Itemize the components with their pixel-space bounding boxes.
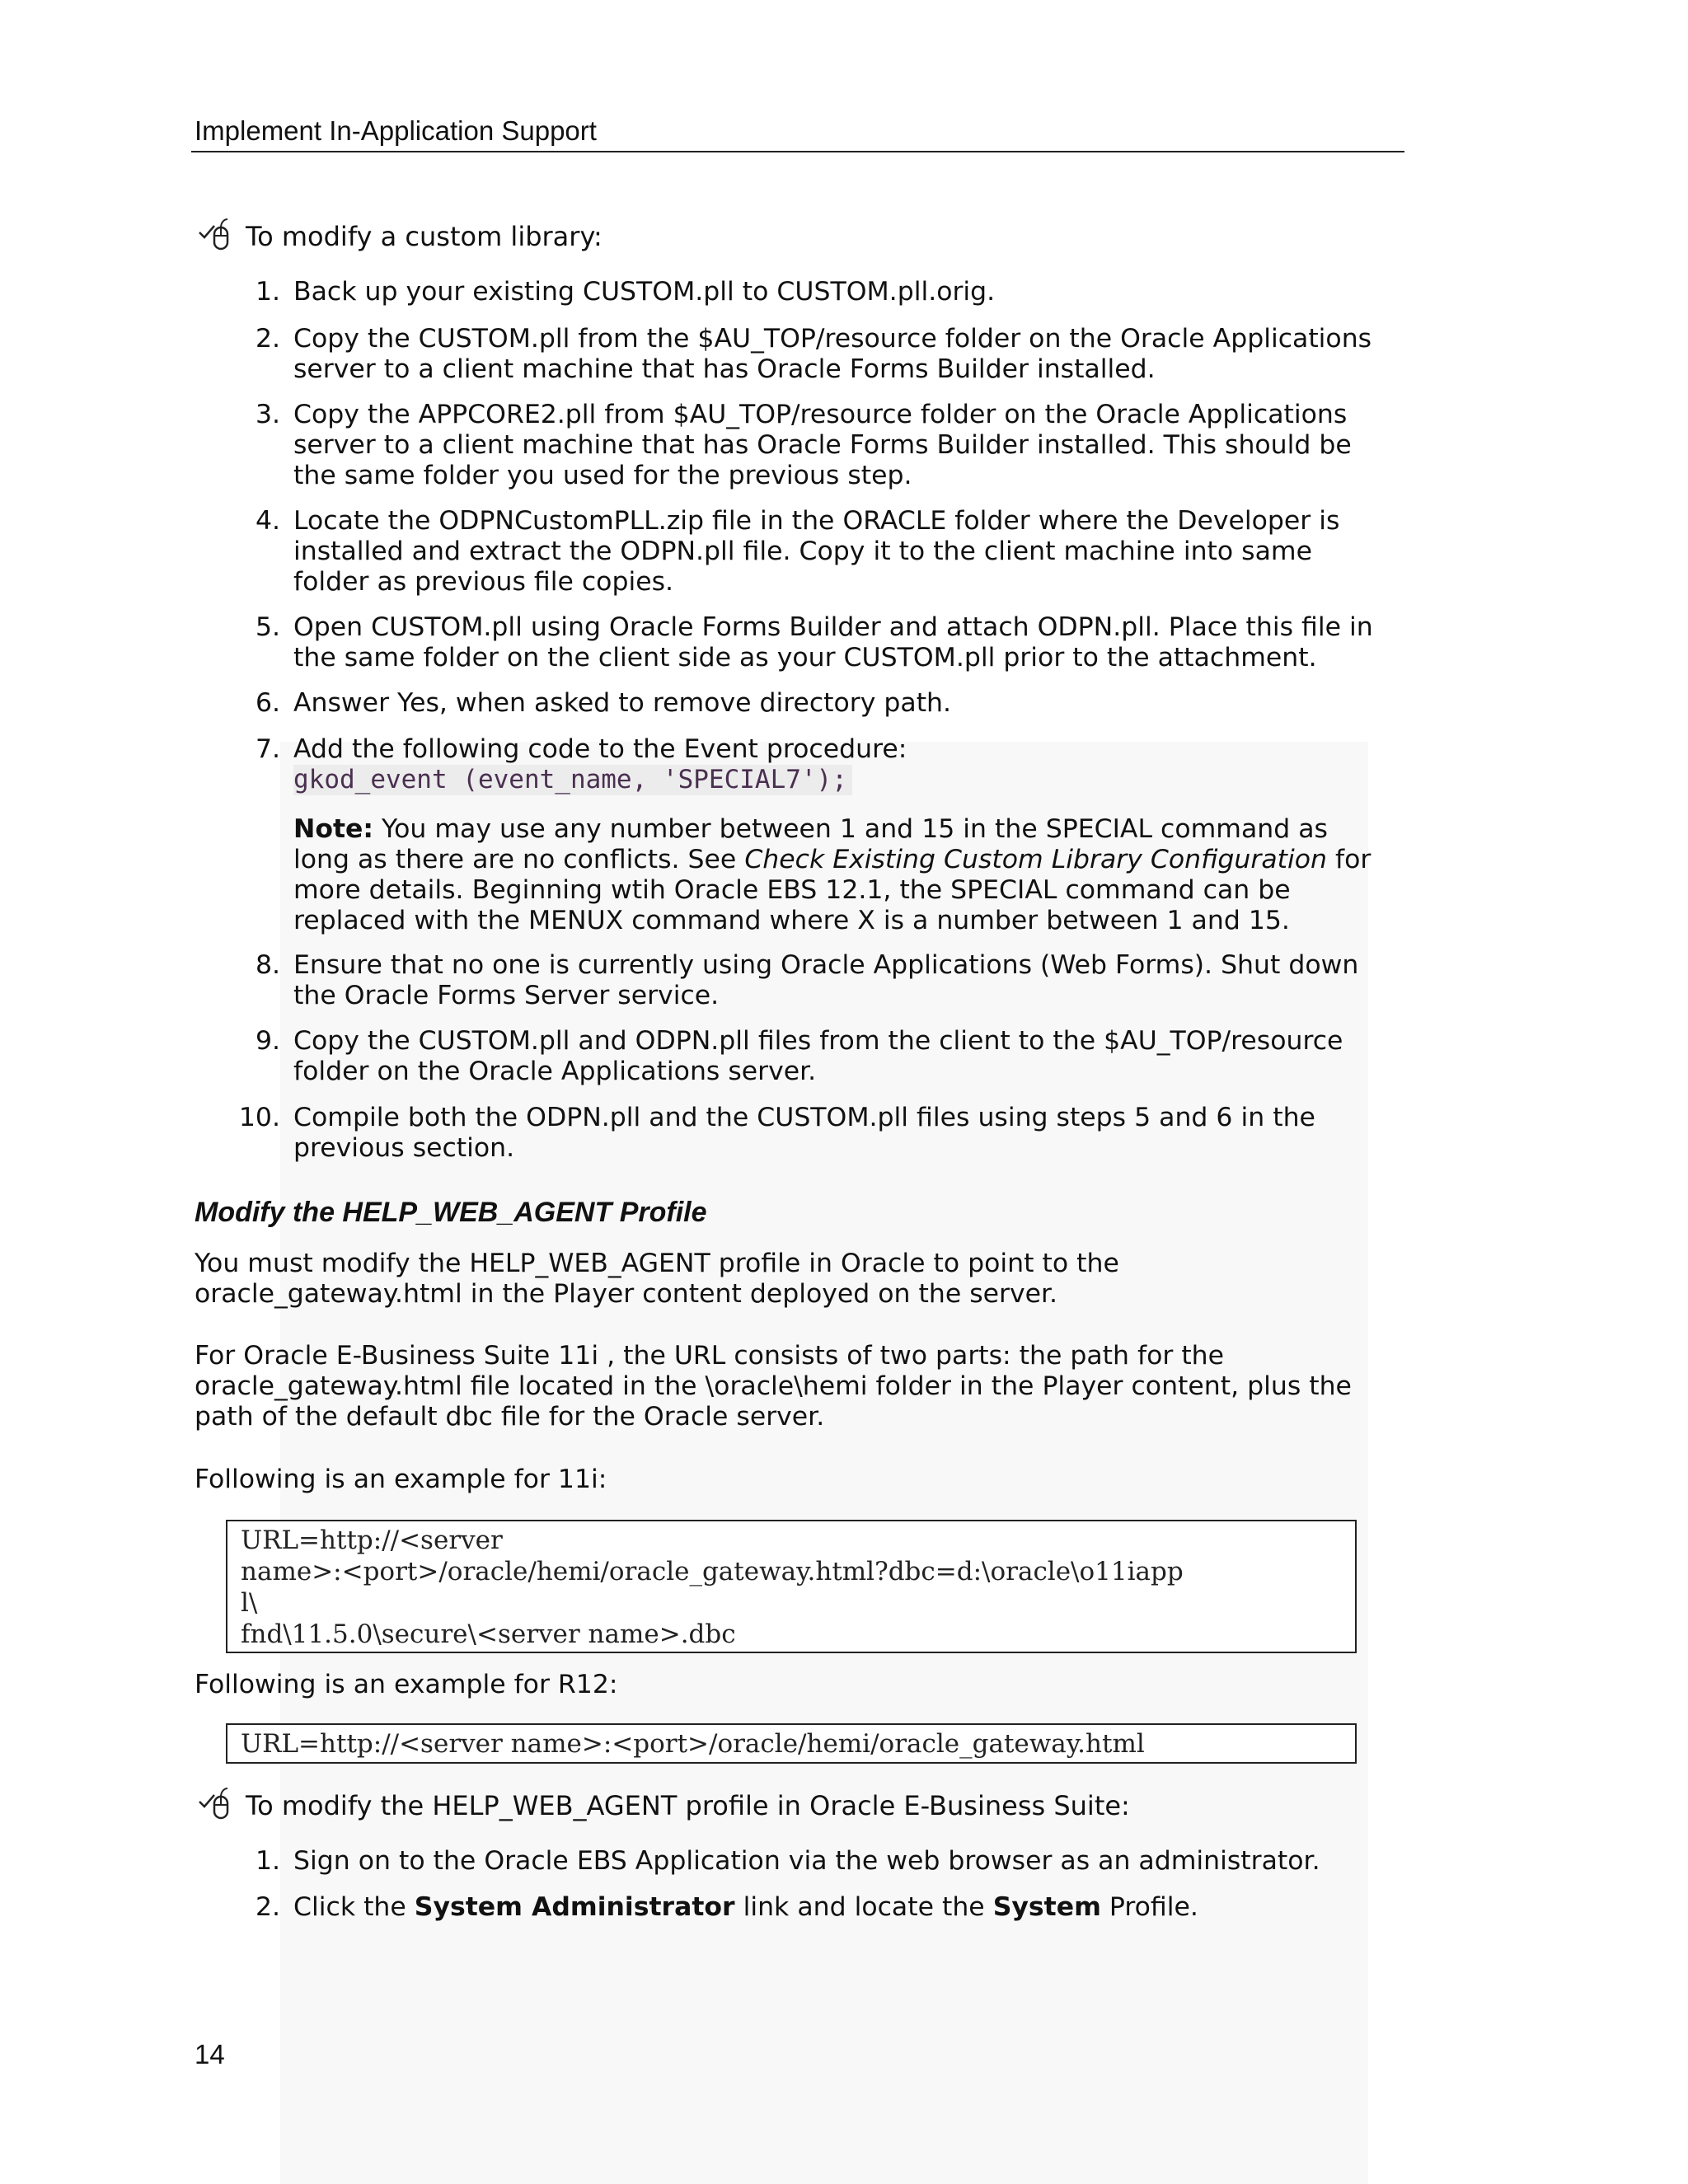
code-snippet: gkod_event (event_name, 'SPECIAL7'); [293, 765, 852, 795]
list-item: 6. Answer Yes, when asked to remove directory path. [255, 688, 952, 718]
list-item: 9. Copy the CUSTOM.pll and ODPN.pll files from the client to the $AU_TOP/resource folder on the Oracle Applications server. [255, 1026, 1343, 1086]
paragraph: You must modify the HELP_WEB_AGENT profile in Oracle to point to the oracle_gateway.html in the Player content deployed on the server. [195, 1249, 1119, 1309]
code-block-r12: URL=http://<server name>:<port>/oracle/hemi/oracle_gateway.html [226, 1723, 1357, 1764]
code-block-11i: URL=http://<server name>:<port>/oracle/hemi/oracle_gateway.html?dbc=d:\oracle\o11iapp l\ fnd\11.5.0\secure\<server name>.dbc [226, 1520, 1357, 1653]
list-item: 7. Add the following code to the Event procedure: gkod_event (event_name, 'SPECIAL7'); [255, 734, 907, 794]
page-number: 14 [195, 2039, 225, 2069]
list-item: 3. Copy the APPCORE2.pll from $AU_TOP/resource folder on the Oracle Applications server to a client machine that has Oracle Forms Builder installed. This should be the same folder you used for the previous step. [255, 400, 1352, 490]
header-rule [191, 151, 1404, 152]
example-label: Following is an example for 11i: [195, 1465, 607, 1494]
note-block: Note: You may use any number between 1 and 15 in the SPECIAL command as long as there are no conflicts. See Check Existing Custom Library Configuration for more details. Beginning wtih Oracle EBS 12.1, the SPECIAL command can be replaced with the MENUX command where X is a number between 1 and 15. [293, 814, 1372, 935]
section-heading: Modify the HELP_WEB_AGENT Profile [195, 1197, 707, 1228]
list-item: 10. Compile both the ODPN.pll and the CUSTOM.pll files using steps 5 and 6 in the previous section. [238, 1103, 1315, 1163]
procedure-heading [196, 1785, 1130, 1826]
procedure-label: To modify a custom library: [246, 221, 603, 252]
list-item: 4. Locate the ODPNCustomPLL.zip file in the ORACLE folder where the Developer is installed and extract the ODPN.pll file. Copy it to the client machine into same folder as previous file copies. [255, 506, 1340, 597]
list-item: 2. Click the System Administrator link and locate the System Profile. [255, 1892, 1198, 1922]
list-item: 2. Copy the CUSTOM.pll from the $AU_TOP/resource folder on the Oracle Applications server to a client machine that has Oracle Forms Builder installed. [255, 324, 1372, 384]
list-item: 5. Open CUSTOM.pll using Oracle Forms Builder and attach ODPN.pll. Place this file in the same folder on the client side as your CUSTOM.pll prior to the attachment. [255, 612, 1373, 673]
list-item: 1. Back up your existing CUSTOM.pll to CUSTOM.pll.orig. [255, 277, 996, 307]
list-item: 1. Sign on to the Oracle EBS Application via the web browser as an administrator. [255, 1846, 1320, 1876]
mouse-click-icon [196, 216, 242, 257]
procedure-heading [196, 216, 603, 257]
paragraph: For Oracle E-Business Suite 11i , the URL consists of two parts: the path for the oracle_gateway.html file located in the \oracle\hemi folder in the Player content, plus the path of the default dbc file for the Oracle server. [195, 1341, 1352, 1432]
list-item: 8. Ensure that no one is currently using Oracle Applications (Web Forms). Shut down the Oracle Forms Server service. [255, 950, 1359, 1010]
mouse-click-icon [196, 1785, 242, 1826]
example-label: Following is an example for R12: [195, 1670, 618, 1699]
cross-reference: Check Existing Custom Library Configuration [744, 845, 1327, 874]
procedure-label: To modify the HELP_WEB_AGENT profile in Oracle E-Business Suite: [246, 1790, 1130, 1821]
running-header: Implement In-Application Support [195, 115, 597, 146]
